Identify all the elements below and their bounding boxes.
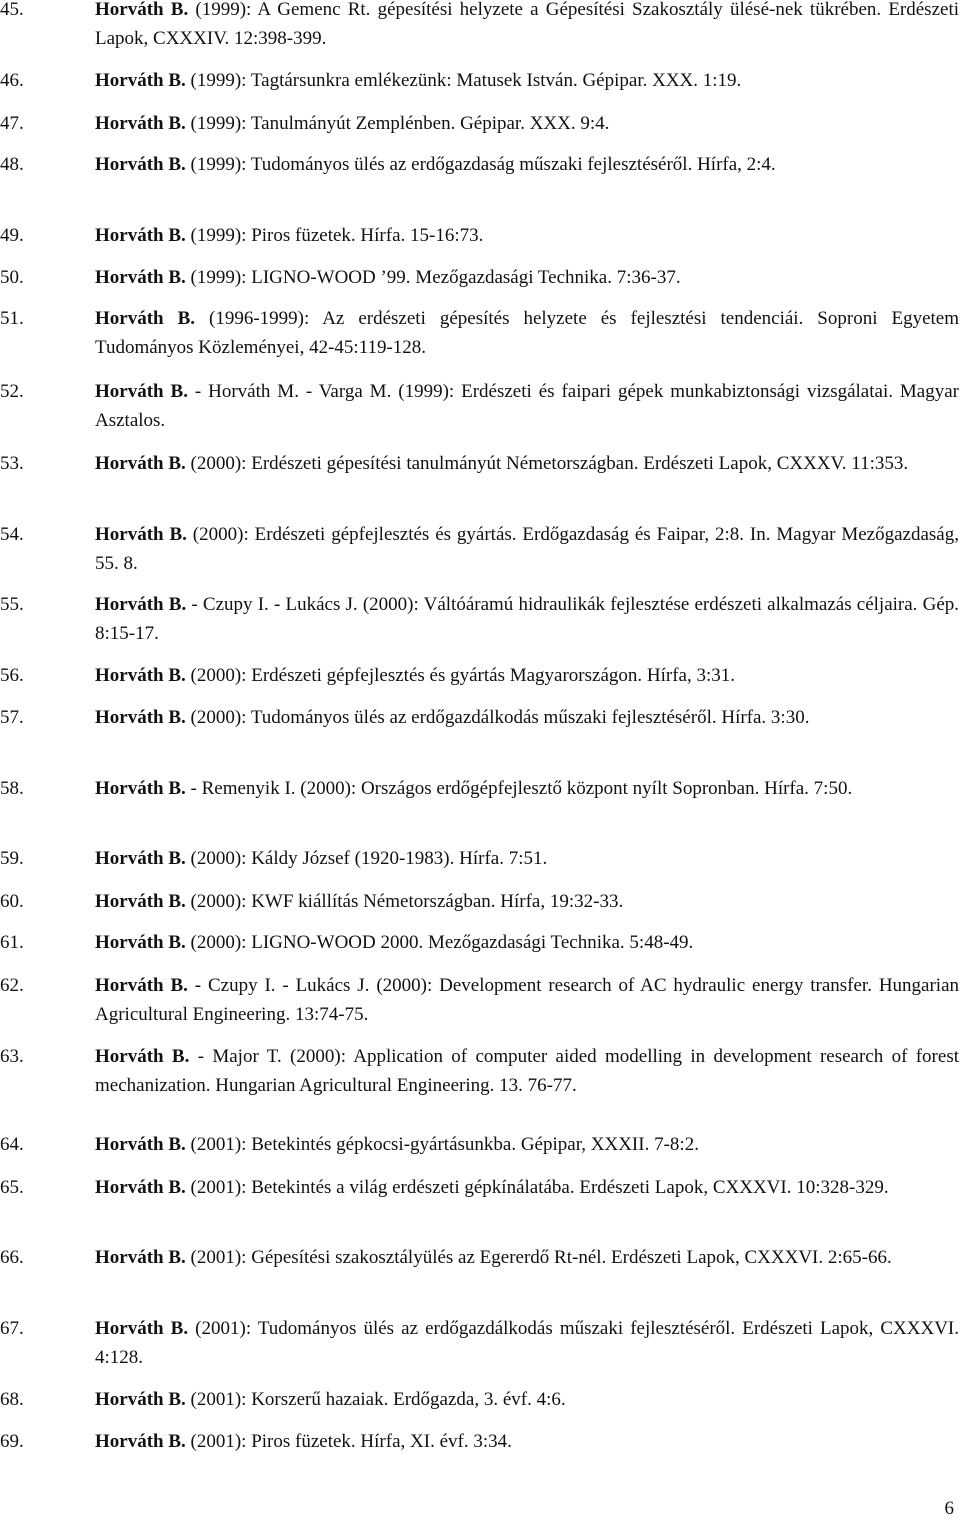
entry-text xyxy=(95,521,959,578)
entry-text xyxy=(95,1043,959,1100)
entry-text xyxy=(95,972,959,1029)
entry-number: 59. xyxy=(0,848,24,869)
entry-citation: (2000): Káldy József (1920-1983). Hírfa. 7:51. xyxy=(185,848,548,869)
entry-citation: (2001): Piros füzetek. Hírfa, XI. évf. 3:34. xyxy=(185,1431,512,1452)
entry-text xyxy=(95,1174,959,1203)
entry-author: Horváth B. xyxy=(95,113,186,134)
entry-citation: (2001): Gépesítési szakosztályülés az Egererdő Rt-nél. Erdészeti Lapok, CXXXVI. 2:65-66. xyxy=(185,1247,892,1268)
entry-author: Horváth B. xyxy=(95,778,186,799)
entry-citation: (2001): Betekintés a világ erdészeti gépkínálatába. Erdészeti Lapok, CXXXVI. 10:328-329. xyxy=(185,1177,889,1198)
entry-citation: (1999): Piros füzetek. Hírfa. 15-16:73. xyxy=(185,225,484,246)
entry-author: Horváth B. xyxy=(95,70,186,91)
entry-text xyxy=(95,222,959,251)
entry-author: Horváth B. xyxy=(95,1431,186,1452)
entry-number: 53. xyxy=(0,453,24,474)
entry-citation: (2000): Erdészeti gépfejlesztés és gyártás Magyarországon. Hírfa, 3:31. xyxy=(185,665,735,686)
entry-number: 60. xyxy=(0,891,24,912)
entry-number: 67. xyxy=(0,1318,24,1339)
entry-citation: (2001): Betekintés gépkocsi-gyártásunkba. Gépipar, XXXII. 7-8:2. xyxy=(185,1134,699,1155)
entry-text xyxy=(95,1315,959,1372)
entry-number: 69. xyxy=(0,1431,24,1452)
entry-author: Horváth B. xyxy=(95,524,187,545)
entry-author: Horváth B. xyxy=(95,891,186,912)
entry-citation: - Czupy I. - Lukács J. (2000): Development research of AC hydraulic energy transfer. Hungarian Agricultural Engineering. 13:74-75. xyxy=(95,975,960,1025)
entry-text xyxy=(95,1244,959,1273)
entry-author: Horváth B. xyxy=(95,1046,190,1067)
entry-author: Horváth B. xyxy=(95,308,196,329)
entry-citation: - Major T. (2000): Application of computer aided modelling in development research of forest mechanization. Hungarian Agricultural Engineering. 13. 76-77. xyxy=(95,1046,959,1096)
entry-text xyxy=(95,110,959,139)
entry-citation: (2000): KWF kiállítás Németországban. Hírfa, 19:32-33. xyxy=(185,891,624,912)
entry-number: 63. xyxy=(0,1046,24,1067)
entry-author: Horváth B. xyxy=(95,154,186,175)
entry-number: 56. xyxy=(0,665,24,686)
entry-text xyxy=(95,662,959,691)
entry-number: 54. xyxy=(0,524,24,545)
entry-citation: (2000): Erdészeti gépesítési tanulmányút Németországban. Erdészeti Lapok, CXXXV. 11:353. xyxy=(185,453,909,474)
entry-author: Horváth B. xyxy=(95,594,187,615)
entry-citation: - Horváth M. - Varga M. (1999): Erdészeti és faipari gépek munkabiztonsági vizsgálatai. Magyar Asztalos. xyxy=(95,381,959,431)
entry-citation: (2000): Tudományos ülés az erdőgazdálkodás műszaki fejlesztéséről. Hírfa. 3:30. xyxy=(185,707,810,728)
entry-author: Horváth B. xyxy=(95,932,186,953)
entry-number: 52. xyxy=(0,381,24,402)
entry-citation: (2000): Erdészeti gépfejlesztés és gyártás. Erdőgazdaság és Faipar, 2:8. In. Magyar Mezőgazdaság, 55. 8. xyxy=(95,524,959,574)
entry-citation: (1996-1999): Az erdészeti gépesítés helyzete és fejlesztési tendenciái. Soproni Egyetem Tudományos Közleményei, 42-45:119-128. xyxy=(95,308,959,358)
entry-citation: (1999): Tagtársunkra emlékezünk: Matusek István. Gépipar. XXX. 1:19. xyxy=(185,70,742,91)
entry-author: Horváth B. xyxy=(95,665,186,686)
page-number: 6 xyxy=(944,1498,954,1519)
entry-author: Horváth B. xyxy=(95,1247,186,1268)
entry-citation: (2001): Korszerű hazaiak. Erdőgazda, 3. évf. 4:6. xyxy=(185,1389,566,1410)
entry-text xyxy=(95,845,959,874)
entry-author: Horváth B. xyxy=(95,707,186,728)
entry-author: Horváth B. xyxy=(95,1134,186,1155)
entry-author: Horváth B. xyxy=(95,1177,186,1198)
entry-text xyxy=(95,704,959,733)
entry-text xyxy=(95,264,959,293)
entry-number: 62. xyxy=(0,975,24,996)
entry-number: 48. xyxy=(0,154,24,175)
entry-text xyxy=(95,775,959,804)
entry-author: Horváth B. xyxy=(95,267,186,288)
entry-number: 55. xyxy=(0,594,24,615)
entry-number: 66. xyxy=(0,1247,24,1268)
entry-text xyxy=(95,888,959,917)
entry-text xyxy=(95,0,959,53)
entry-text xyxy=(95,378,959,435)
entry-text xyxy=(95,450,959,479)
entry-number: 46. xyxy=(0,70,24,91)
entry-citation: - Czupy I. - Lukács J. (2000): Váltóáramú hidraulikák fejlesztése erdészeti alkalmazás céljaira. Gép. 8:15-17. xyxy=(95,594,959,644)
entry-text xyxy=(95,1386,959,1415)
entry-text xyxy=(95,305,959,362)
entry-citation: (1999): Tudományos ülés az erdőgazdaság műszaki fejlesztéséről. Hírfa, 2:4. xyxy=(185,154,776,175)
entry-citation: (1999): A Gemenc Rt. gépesítési helyzete a Gépesítési Szakosztály ülésé-nek tükrében. Erdészeti Lapok, CXXXIV. 12:398-399. xyxy=(95,0,960,49)
entry-author: Horváth B. xyxy=(95,1318,189,1339)
entry-text xyxy=(95,1428,959,1457)
entry-text xyxy=(95,591,959,648)
entry-text xyxy=(95,929,959,958)
entry-number: 65. xyxy=(0,1177,24,1198)
entry-text xyxy=(95,1131,959,1160)
entry-number: 57. xyxy=(0,707,24,728)
entry-number: 49. xyxy=(0,225,24,246)
entry-number: 51. xyxy=(0,308,24,329)
entry-author: Horváth B. xyxy=(95,0,189,20)
entry-text xyxy=(95,151,959,180)
entry-author: Horváth B. xyxy=(95,848,186,869)
entry-text xyxy=(95,67,959,96)
entry-author: Horváth B. xyxy=(95,225,186,246)
entry-author: Horváth B. xyxy=(95,975,188,996)
entry-number: 58. xyxy=(0,778,24,799)
entry-citation: - Remenyik I. (2000): Országos erdőgépfejlesztő központ nyílt Sopronban. Hírfa. 7:50. xyxy=(185,778,853,799)
entry-citation: (1999): Tanulmányút Zemplénben. Gépipar. XXX. 9:4. xyxy=(185,113,610,134)
entry-citation: (2001): Tudományos ülés az erdőgazdálkodás műszaki fejlesztéséről. Erdészeti Lapok, CXXXVI. 4:128. xyxy=(95,1318,960,1368)
entry-author: Horváth B. xyxy=(95,453,186,474)
entry-number: 47. xyxy=(0,113,24,134)
entry-citation: (2000): LIGNO-WOOD 2000. Mezőgazdasági Technika. 5:48-49. xyxy=(185,932,694,953)
entry-author: Horváth B. xyxy=(95,381,188,402)
entry-number: 50. xyxy=(0,267,24,288)
entry-author: Horváth B. xyxy=(95,1389,186,1410)
entry-number: 61. xyxy=(0,932,24,953)
entry-number: 68. xyxy=(0,1389,24,1410)
entry-number: 64. xyxy=(0,1134,24,1155)
entry-number: 45. xyxy=(0,0,24,20)
entry-citation: (1999): LIGNO-WOOD ’99. Mezőgazdasági Technika. 7:36-37. xyxy=(185,267,681,288)
